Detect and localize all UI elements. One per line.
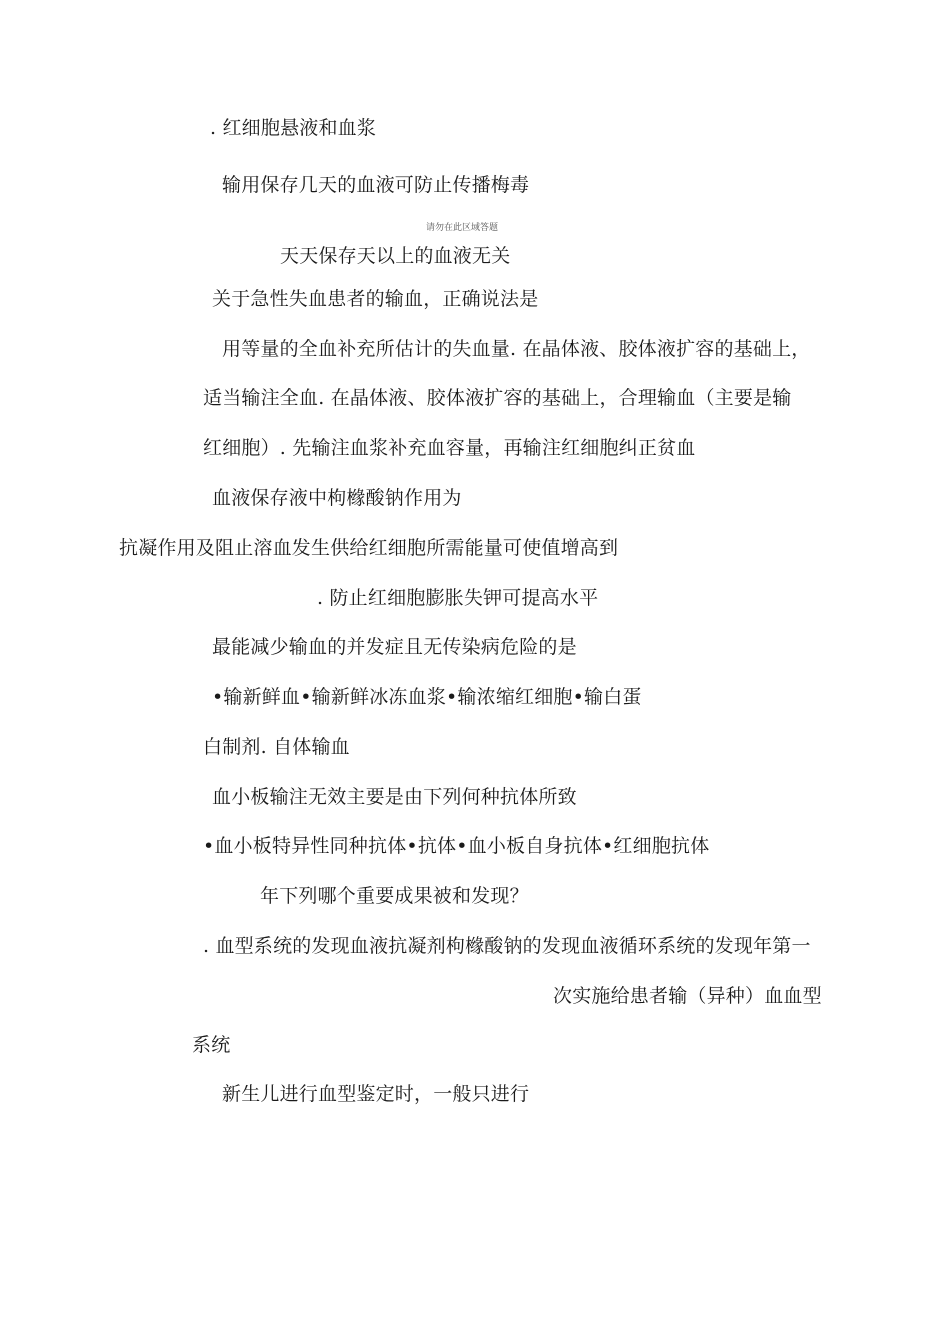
text-line-20: 新生儿进行血型鉴定时，一般只进行 <box>222 1083 530 1105</box>
text-line-16: 年下列哪个重要成果被和发现？ <box>260 885 529 907</box>
text-line-9: 抗凝作用及阻止溶血发生供给红细胞所需能量可使值增高到 <box>119 537 619 559</box>
text-line-17: . 血型系统的发现血液抗凝剂枸橼酸钠的发现血液循环系统的发现年第一 <box>203 935 811 957</box>
text-line-13: 白制剂. 自体输血 <box>203 736 350 758</box>
text-line-12: •输新鲜血•输新鲜冰冻血浆•输浓缩红细胞•输白蛋 <box>212 686 642 708</box>
text-line-1: . 红细胞悬液和血浆 <box>210 117 377 139</box>
watermark-note: 请勿在此区域答题 <box>426 223 499 233</box>
text-line-4: 关于急性失血患者的输血，正确说法是 <box>212 288 539 310</box>
text-line-5: 用等量的全血补充所估计的失血量. 在晶体液、胶体液扩容的基础上， <box>222 338 811 360</box>
text-line-19: 系统 <box>192 1034 231 1056</box>
text-line-2: 输用保存几天的血液可防止传播梅毒 <box>222 174 530 196</box>
text-line-15: •血小板特异性同种抗体•抗体•血小板自身抗体•红细胞抗体 <box>203 835 710 857</box>
text-line-11: 最能减少输血的并发症且无传染病危险的是 <box>212 636 577 658</box>
text-line-14: 血小板输注无效主要是由下列何种抗体所致 <box>212 786 577 808</box>
text-line-8: 血液保存液中枸橼酸钠作用为 <box>212 487 462 509</box>
text-line-6: 适当输注全血. 在晶体液、胶体液扩容的基础上，合理输血（主要是输 <box>203 387 792 409</box>
text-line-7: 红细胞）. 先输注血浆补充血容量，再输注红细胞纠正贫血 <box>203 437 696 459</box>
text-line-18: 次实施给患者输（异种）血血型 <box>553 985 822 1007</box>
text-line-10: . 防止红细胞膨胀失钾可提高水平 <box>317 587 599 609</box>
text-line-3: 天天保存天以上的血液无关 <box>280 245 511 267</box>
